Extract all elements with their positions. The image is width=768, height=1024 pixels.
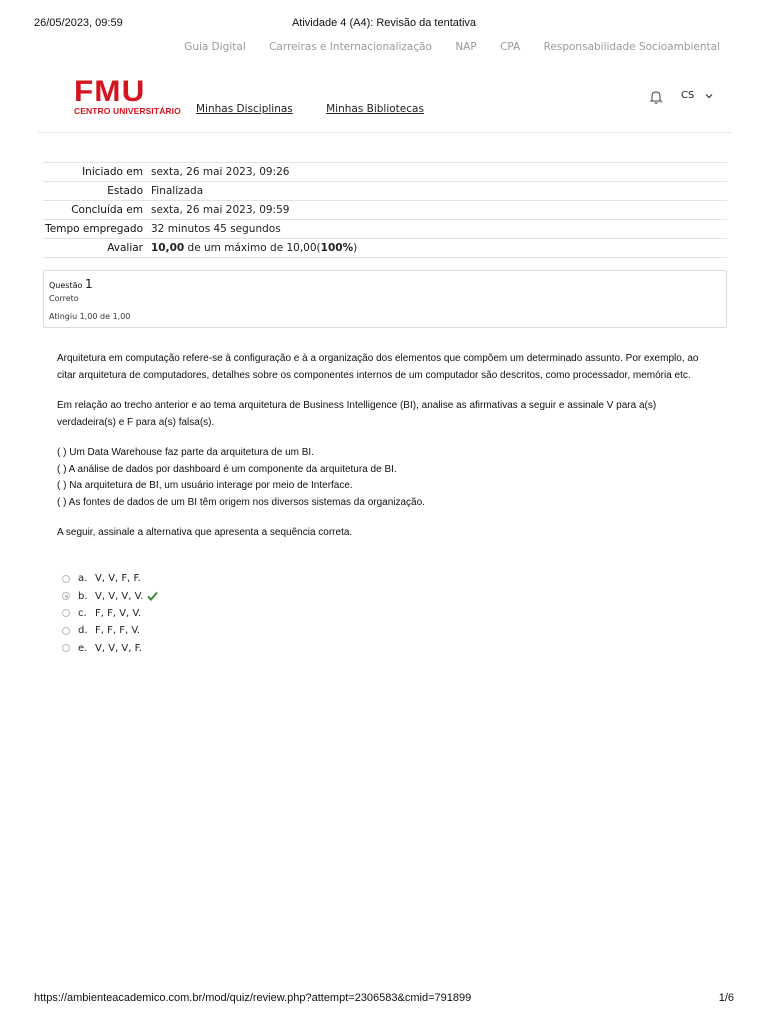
summary-label: Iniciado em xyxy=(43,163,151,182)
statement: ( ) Na arquitetura de BI, um usuário interage por meio de Interface. xyxy=(57,480,353,491)
answer-option-e[interactable] xyxy=(62,640,158,657)
top-navigation xyxy=(164,41,720,53)
print-url: https://ambienteacademico.com.br/mod/quiz/review.php?attempt=2306583&cmid=791899 xyxy=(34,992,472,1004)
answer-text: V, V, F, F. xyxy=(95,573,141,585)
radio-button[interactable] xyxy=(62,609,70,617)
radio-button[interactable] xyxy=(62,575,70,583)
attempt-summary-table xyxy=(43,162,727,258)
question-number-value: 1 xyxy=(84,277,93,291)
question-number xyxy=(49,277,93,291)
summary-value: 32 minutos 45 segundos xyxy=(151,220,727,239)
question-label: Questão xyxy=(49,281,83,290)
answer-text: V, V, V, V. xyxy=(95,590,144,602)
answer-options xyxy=(62,570,158,657)
score-max: de um máximo de 10,00( xyxy=(184,242,321,254)
question-state: Correto xyxy=(49,294,79,303)
summary-row xyxy=(43,239,727,258)
logo-wordmark: FMU xyxy=(74,75,146,108)
print-title: Atividade 4 (A4): Revisão da tentativa xyxy=(291,17,477,29)
answer-option-b[interactable] xyxy=(62,587,158,604)
print-header xyxy=(34,17,734,31)
notification-bell-icon[interactable] xyxy=(648,89,664,105)
logo-subtitle: CENTRO UNIVERSITÁRIO xyxy=(74,106,181,116)
radio-button-selected[interactable] xyxy=(62,592,70,600)
question-grade: Atingiu 1,00 de 1,00 xyxy=(49,312,131,321)
topnav-carreiras[interactable]: Carreiras e Internacionalização xyxy=(269,41,432,53)
statement: ( ) As fontes de dados de um BI têm origem nos diversos sistemas da organização. xyxy=(57,496,425,508)
answer-text: F, F, F, V. xyxy=(95,625,141,637)
radio-button[interactable] xyxy=(62,627,70,635)
print-footer xyxy=(34,992,734,1006)
fmu-logo[interactable] xyxy=(74,75,181,116)
summary-row xyxy=(43,163,727,182)
topnav-nap[interactable]: NAP xyxy=(455,41,477,53)
score-close: ) xyxy=(353,242,358,254)
score-value: 10,00 xyxy=(151,242,185,254)
summary-value: Finalizada xyxy=(151,182,727,201)
question-info-box xyxy=(43,270,727,328)
summary-label: Avaliar xyxy=(43,239,151,258)
user-menu-initials[interactable]: CS xyxy=(681,90,695,101)
topnav-guia-digital[interactable]: Guia Digital xyxy=(184,41,246,53)
answer-letter: a. xyxy=(78,573,88,585)
answer-option-a[interactable] xyxy=(62,570,158,587)
summary-row xyxy=(43,201,727,220)
topnav-cpa[interactable]: CPA xyxy=(500,41,521,53)
answer-letter: c. xyxy=(78,607,87,619)
summary-value: sexta, 26 mai 2023, 09:26 xyxy=(151,163,727,182)
statement: ( ) A análise de dados por dashboard é um componente da arquitetura de BI. xyxy=(57,463,397,475)
correct-check-icon xyxy=(147,591,158,601)
summary-row xyxy=(43,182,727,201)
statement: ( ) Um Data Warehouse faz parte da arquitetura de um BI. xyxy=(57,447,314,458)
question-paragraph: Arquitetura em computação refere-se à configuração e à a organização dos elementos que compõem um determinado assunto. Por exemplo, ao citar arquitetura de computadores, detalhes sobre os componentes internos de um computador são descritos, como processador, memória etc. xyxy=(57,353,699,381)
summary-value xyxy=(151,239,727,258)
main-navigation xyxy=(196,103,454,115)
summary-label: Concluída em xyxy=(43,201,151,220)
summary-label: Estado xyxy=(43,182,151,201)
header-divider xyxy=(38,132,732,133)
print-page-number: 1/6 xyxy=(718,992,734,1004)
answer-option-d[interactable] xyxy=(62,622,158,639)
summary-label: Tempo empregado xyxy=(43,220,151,239)
print-datetime: 26/05/2023, 09:59 xyxy=(34,17,123,29)
question-instruction: A seguir, assinale a alternativa que apresenta a sequência correta. xyxy=(57,527,353,538)
score-percent: 100% xyxy=(320,242,354,254)
radio-button[interactable] xyxy=(62,644,70,652)
answer-text: V, V, V, F. xyxy=(95,642,142,654)
question-text xyxy=(57,351,717,542)
answer-letter: b. xyxy=(78,590,88,602)
nav-minhas-bibliotecas[interactable]: Minhas Bibliotecas xyxy=(326,103,424,115)
answer-letter: e. xyxy=(78,642,88,654)
topnav-responsabilidade[interactable]: Responsabilidade Socioambiental xyxy=(543,41,720,53)
nav-minhas-disciplinas[interactable]: Minhas Disciplinas xyxy=(196,103,293,115)
summary-row xyxy=(43,220,727,239)
answer-text: F, F, V, V. xyxy=(95,607,142,619)
question-paragraph: Em relação ao trecho anterior e ao tema arquitetura de Business Intelligence (BI), analise as afirmativas a seguir e assinale V para a(s) verdadeira(s) e F para a(s) falsa(s). xyxy=(57,400,657,428)
answer-option-c[interactable] xyxy=(62,605,158,622)
chevron-down-icon[interactable] xyxy=(705,92,713,100)
summary-value: sexta, 26 mai 2023, 09:59 xyxy=(151,201,727,220)
answer-letter: d. xyxy=(78,625,88,637)
